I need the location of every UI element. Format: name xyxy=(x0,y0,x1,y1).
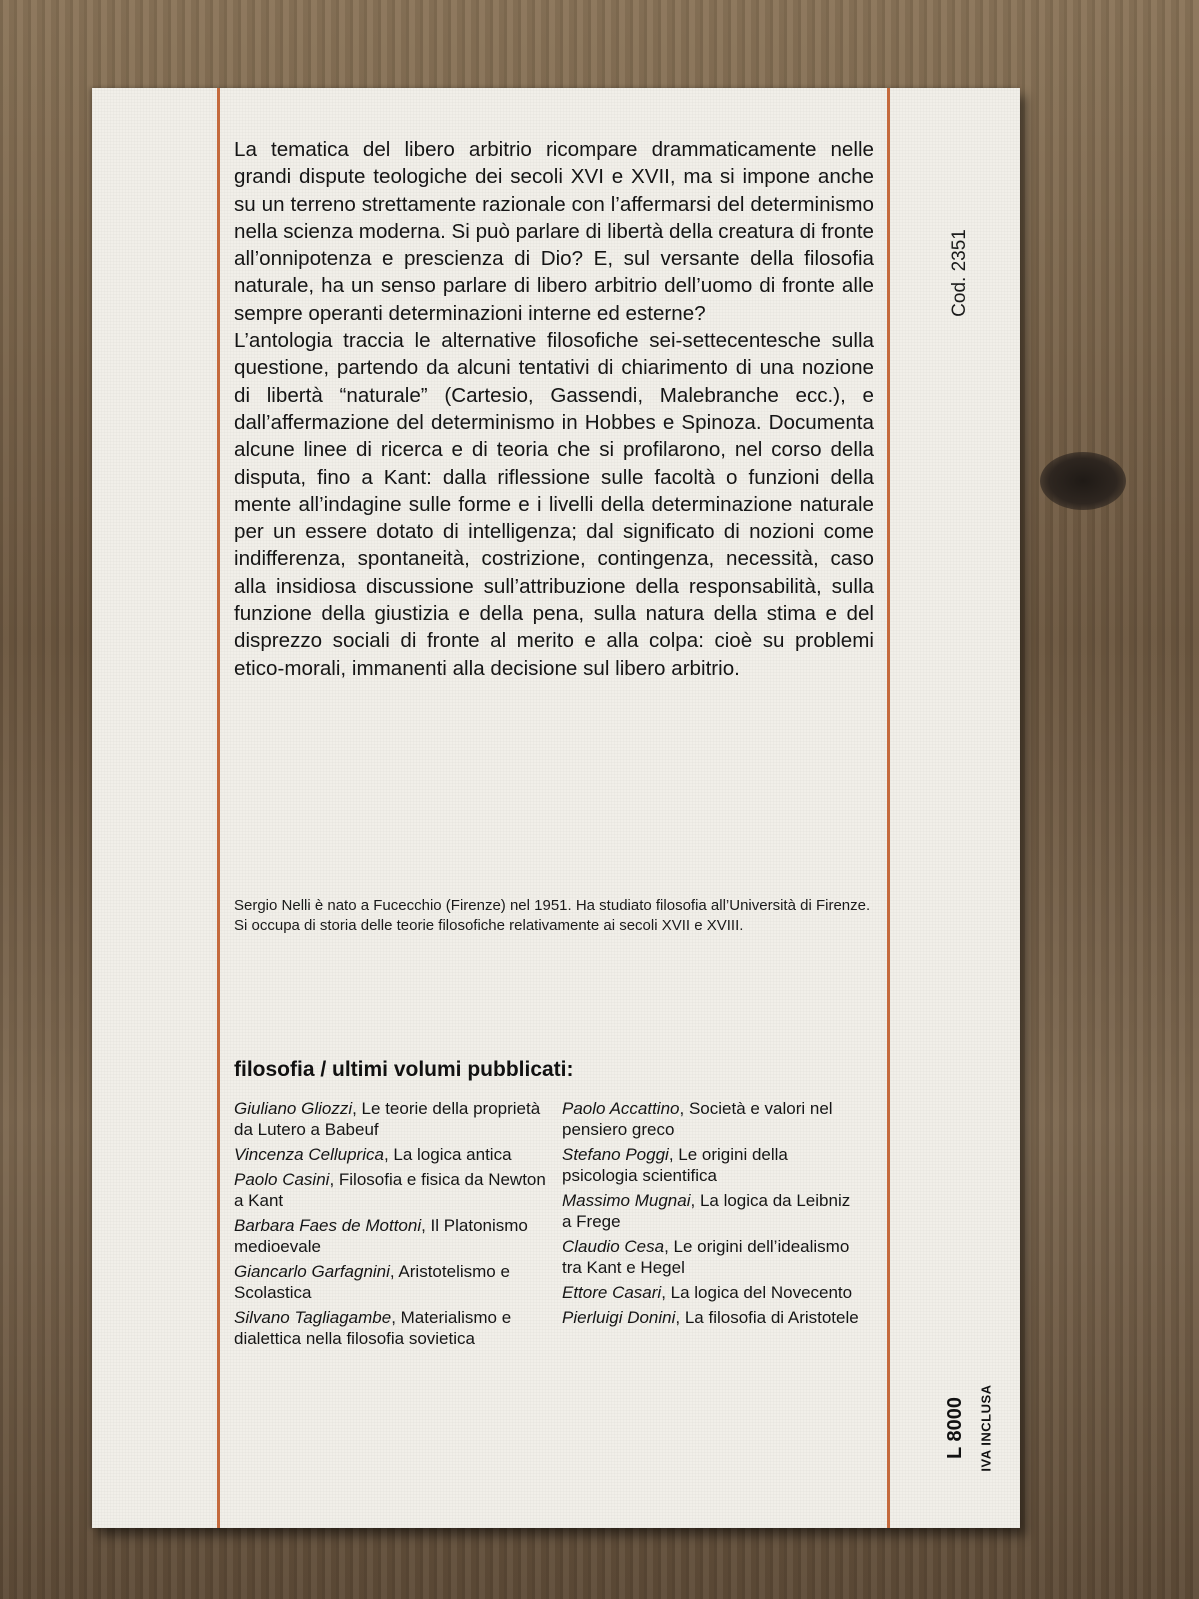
catalog-code: Cod. 2351 xyxy=(949,229,970,317)
wood-knot xyxy=(1040,452,1126,510)
left-orange-rule xyxy=(217,88,220,1528)
volume-item: Vincenza Celluprica, La logica antica xyxy=(234,1145,512,1164)
volume-item: Paolo Casini, Filosofia e fisica da Newton a Kant xyxy=(234,1170,546,1210)
blurb-text xyxy=(234,136,874,682)
volume-item: Stefano Poggi, Le origini della psicologia scientifica xyxy=(562,1145,788,1185)
volume-item: Ettore Casari, La logica del Novecento xyxy=(562,1283,853,1302)
series-heading: filosofia / ultimi volumi pubblicati: xyxy=(234,1058,574,1081)
volume-item: Silvano Tagliagambe, Materialismo e dialettica nella filosofia sovietica xyxy=(234,1308,512,1348)
right-orange-rule xyxy=(887,88,890,1528)
price-value: L 8000 xyxy=(943,1397,966,1459)
volume-item: Paolo Accattino, Società e valori nel pensiero greco xyxy=(562,1099,833,1139)
volume-item: Claudio Cesa, Le origini dell’idealismo tra Kant e Hegel xyxy=(562,1237,850,1277)
volume-item: Barbara Faes de Mottoni, Il Platonismo medioevale xyxy=(234,1216,528,1256)
blurb-paragraph-1: La tematica del libero arbitrio ricompare drammaticamente nelle grandi dispute teologiche dei secoli XVI e XVII, ma si impone anche su un terreno strettamente razionale con l’affermarsi del determinismo nella scienza moderna. Si può parlare di libertà della creatura di fronte all’onnipotenza e prescienza di Dio? E, sul versante della filosofia naturale, ha un senso parlare di libero arbitrio dell’uomo di fronte alle sempre operanti determinazioni interne ed esterne? xyxy=(234,138,874,325)
volumes-right-column xyxy=(562,1098,862,1332)
blurb-paragraph-2: L’antologia traccia le alternative filosofiche sei-settecentesche sulla questione, partendo da alcuni tentativi di chiarimento di una nozione di libertà “naturale” (Cartesio, Gassendi, Malebranche ecc.), e dall’affermazione del determinismo in Hobbes e Spinoza. Documenta alcune linee di ricerca e di teoria che si profilarono, nel corso della disputa, fino a Kant: dalla riflessione sulle facoltà o funzioni della mente all’indagine sulle forme e i livelli della determinazione naturale per un essere dotato di intelligenza; dal significato di nozioni come indifferenza, spontaneità, costrizione, contingenza, necessità, caso alla insidiosa discussione sull’attribuzione della responsabilità, sulla funzione della giustizia e della pena, sulla natura della stima e del disprezzo sociali di fronte al merito e alla colpa: cioè su problemi etico-morali, immanenti alla decisione sul libero arbitrio. xyxy=(234,329,874,680)
price-note: IVA INCLUSA xyxy=(978,1384,994,1472)
volume-item: Giancarlo Garfagnini, Aristotelismo e Scolastica xyxy=(234,1262,510,1302)
volumes-left-column xyxy=(234,1098,554,1353)
volume-item: Pierluigi Donini, La filosofia di Aristotele xyxy=(562,1308,859,1327)
author-bio: Sergio Nelli è nato a Fucecchio (Firenze) nel 1951. Ha studiato filosofia all’Università di Firenze. Si occupa di storia delle teorie filosofiche relativamente ai secoli XVII e XVIII. xyxy=(234,897,871,934)
volume-item: Massimo Mugnai, La logica da Leibniz a Frege xyxy=(562,1191,851,1231)
book-back-cover xyxy=(92,88,1020,1528)
volume-item: Giuliano Gliozzi, Le teorie della proprietà da Lutero a Babeuf xyxy=(234,1099,541,1139)
price-label xyxy=(934,1348,994,1508)
